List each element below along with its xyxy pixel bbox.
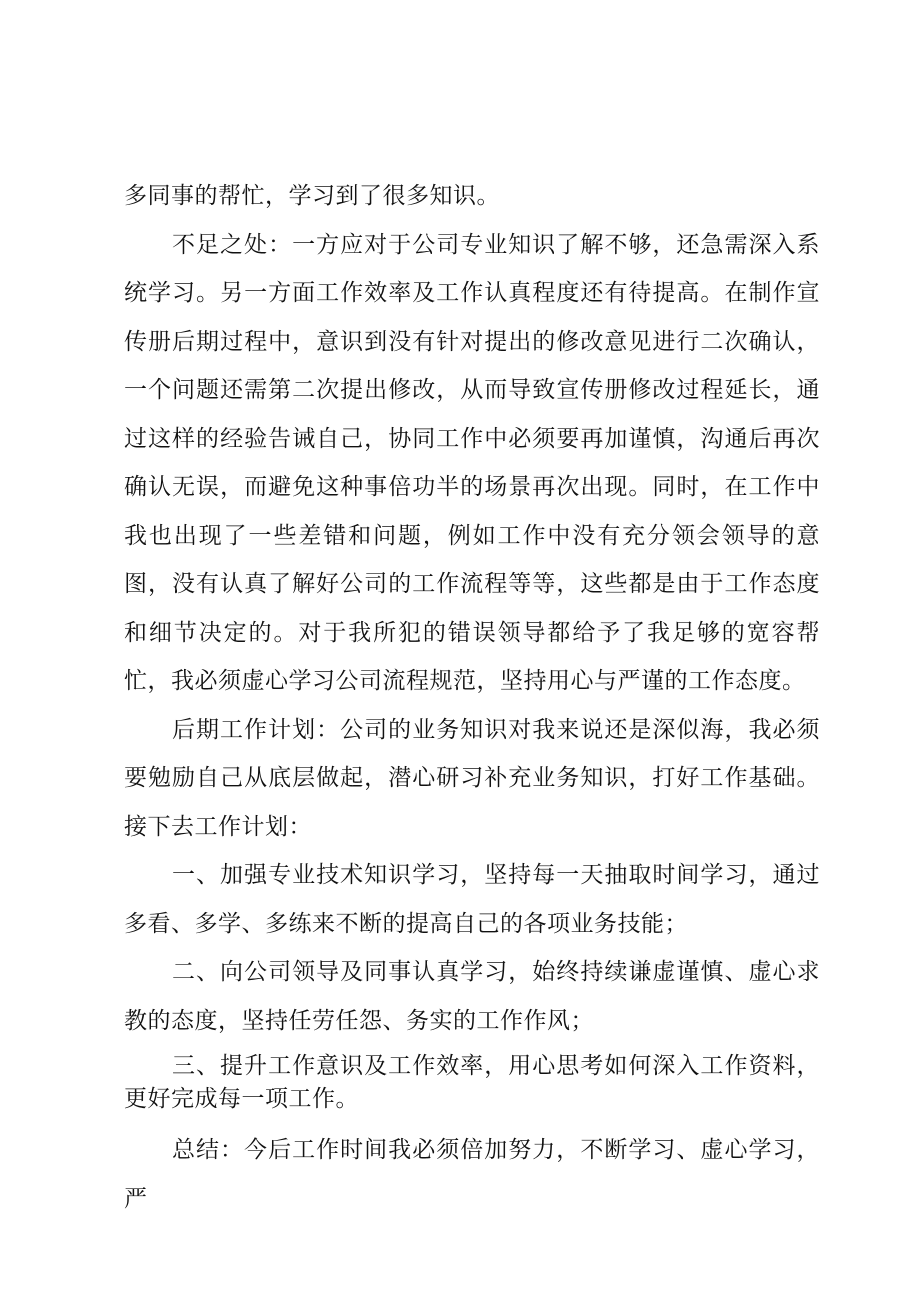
paragraph-shortcomings: 不足之处：一方应对于公司专业知识了解不够，还急需深入系统学习。另一方面工作效率及工作认真程度还有待提高。在制作宣传册后期过程中，意识到没有针对提出的修改意见进行二次确认，一个问题还需第二次提出修改，从而导致宣传册修改过程延长，通过这样的经验告诫自己，协同工作中必须要再加谨慎，沟通后再次确认无误，而避免这种事倍功半的场景再次出现。同时，在工作中我也出现了一些差错和问题，例如工作中没有充分领会领导的意图，没有认真了解好公司的工作流程等等，这些都是由于工作态度和细节决定的。对于我所犯的错误领导都给予了我足够的宽容帮忙，我必须虚心学习公司流程规范，坚持用心与严谨的工作态度。 [124, 231, 820, 694]
document-body [124, 172, 820, 1223]
paragraph-summary: 总结：今后工作时间我必须倍加努力，不断学习、虚心学习，严 [124, 1137, 820, 1212]
paragraph-plan-item-2: 二、向公司领导及同事认真学习，始终持续谦虚谨慎、虚心求教的态度，坚持任劳任怨、务实的工作作风； [124, 959, 820, 1034]
paragraph-plan-item-3: 三、提升工作意识及工作效率，用心思考如何深入工作资料，更好完成每一项工作。 [124, 1053, 820, 1112]
paragraph-continuation: 多同事的帮忙，学习到了很多知识。 [124, 183, 500, 209]
paragraph-plan-item-1: 一、加强专业技术知识学习，坚持每一天抽取时间学习，通过多看、多学、多练来不断的提高自己的各项业务技能； [124, 862, 820, 937]
paragraph-work-plan: 后期工作计划：公司的业务知识对我来说还是深似海，我必须要勉励自己从底层做起，潜心研习补充业务知识，打好工作基础。接下去工作计划： [124, 716, 820, 840]
